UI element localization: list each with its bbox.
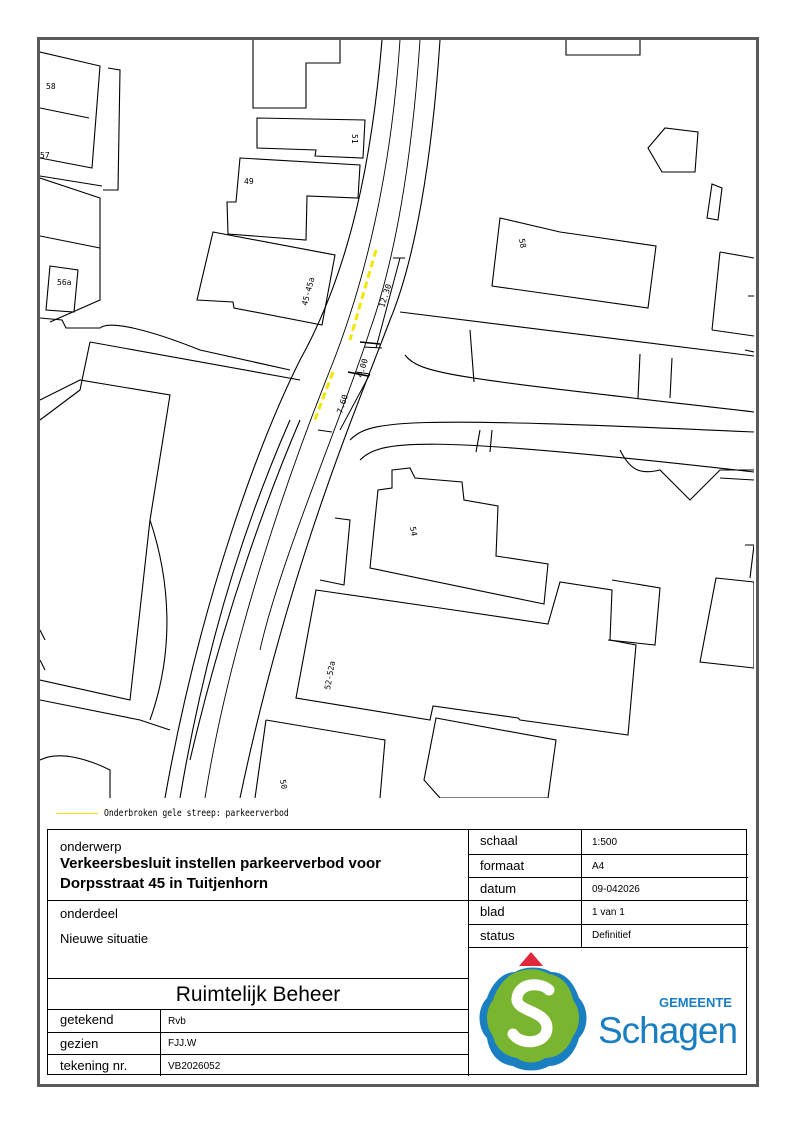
legend-text: Onderbroken gele streep: parkeerverbod [104,808,289,819]
schagen-logo-icon [475,950,595,1076]
house-number: 45-45a [300,276,317,307]
status-value: Definitief [581,924,748,947]
title-block [47,829,747,1075]
road-edge-west [165,40,382,798]
dimension-label: 12.30 [377,282,394,309]
house-number: 49 [244,177,254,186]
tekening-label: tekening nr. [48,1054,160,1076]
side-street-south [350,422,754,440]
onderdeel-value: Nieuwe situatie [60,931,149,946]
logo-schagen: Schagen [598,1010,738,1051]
gezien-label: gezien [48,1032,160,1054]
tekening-value: VB2026052 [160,1054,468,1076]
house-number: 56a [57,278,72,287]
blad-label: blad [468,900,581,924]
onderdeel-label: onderdeel [60,906,118,921]
department: Ruimtelijk Beheer [48,978,468,1009]
datum-label: datum [468,877,581,900]
side-street-north [400,312,754,356]
getekend-label: getekend [48,1009,160,1032]
logo-area [468,947,748,1076]
formaat-value: A4 [581,854,748,877]
house-number: 57 [40,151,50,160]
dimension-label: 4.00 [355,357,370,379]
logo-gemeente: GEMEENTE [659,995,732,1010]
house-number: 58 [517,237,528,249]
road-edge-east [240,40,440,798]
onderdeel-cell [48,900,468,978]
legend [56,808,321,819]
house-number: 58 [46,82,56,91]
side-path [180,420,290,798]
schaal-value: 1:500 [581,830,748,854]
schaal-label: schaal [468,830,581,854]
status-label: status [468,924,581,947]
road-center-west [205,40,400,798]
datum-value: 09-042026 [581,877,748,900]
house-number: 52-52a [323,660,337,691]
blad-value: 1 van 1 [581,900,748,924]
house-number: 50 [278,778,289,790]
onderwerp-cell [48,830,468,900]
onderwerp-label: onderwerp [60,839,122,854]
house-number: 54 [408,525,419,537]
formaat-label: formaat [468,854,581,877]
getekend-value: Rvb [160,1009,468,1032]
legend-yellow-line [56,813,98,814]
dimension-label: 7.60 [335,393,350,415]
subject-line-2: Dorpsstraat 45 in Tuitjenhorn [60,875,269,892]
gezien-value: FJJ.W [160,1032,468,1054]
subject-line-1: Verkeersbesluit instellen parkeerverbod voor [60,855,381,872]
map-drawing [40,40,754,798]
house-number: 51 [350,134,359,144]
